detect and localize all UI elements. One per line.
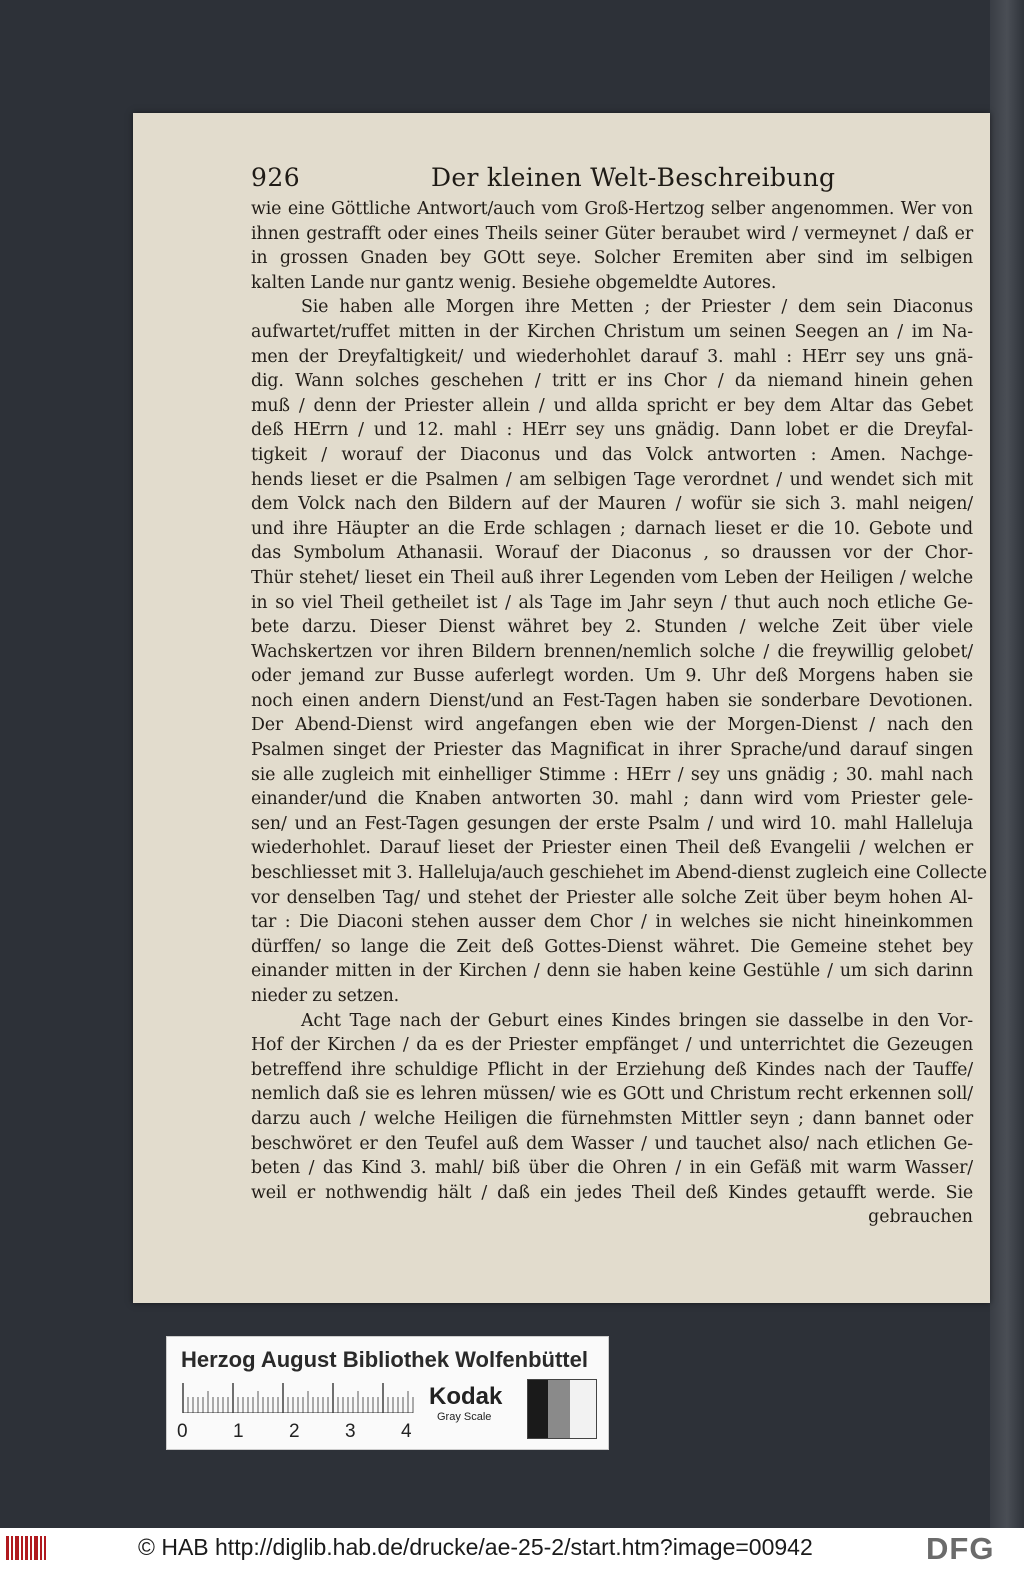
text-line: muß / denn der Priester allein / und allda spricht er bey dem Altar das Gebet	[251, 395, 973, 416]
text-line: Acht Tage nach der Geburt eines Kindes bringen sie dasselbe in den Vor-	[301, 1010, 973, 1031]
text-line: kalten Lande nur gantz wenig. Besiehe obgemeldte Autores.	[251, 272, 777, 293]
text-line: beschwöret er den Teufel auß dem Wasser / und tauchet also/ nach etlichen Ge-	[251, 1133, 973, 1154]
text-line: Psalmen singet der Priester das Magnificat in ihrer Sprache/und darauf singen	[251, 740, 973, 761]
page-number: 926	[251, 163, 301, 192]
text-line: noch einen andern Dienst/und an Fest-Tagen haben sie sonderbare Devotionen.	[251, 690, 973, 711]
body-text	[251, 197, 987, 1205]
text-line: beten / das Kind 3. mahl/ biß über die Ohren / in ein Gefäß mit warm Wasser/	[251, 1158, 973, 1179]
library-name: Herzog August Bibliothek Wolfenbüttel	[181, 1347, 588, 1372]
hab-barcode-icon	[4, 1532, 48, 1564]
text-line: aufwartet/ruffet mitten in der Kirchen Christum um seinen Seegen an / im Na-	[251, 321, 973, 342]
book-page	[133, 113, 990, 1303]
gray-patch-white	[570, 1380, 596, 1438]
text-line: einander mitten in der Kirchen / denn sie haben keine Gestühle / um sich darinn	[251, 961, 973, 982]
color-scale-card	[166, 1336, 609, 1450]
catchword: gebrauchen	[868, 1207, 973, 1228]
ruler-number: 1	[233, 1421, 244, 1442]
footer-credit: © HAB http://diglib.hab.de/drucke/ae-25-2/start.htm?image=00942	[138, 1534, 813, 1560]
text-line: ihnen gestrafft oder eines Theils seiner Güter beraubet wird / vermeynet / daß er	[251, 223, 973, 244]
text-line: wiederhohlet. Darauf lieset der Priester einen Theil deß Evangelii / welchen er	[251, 838, 973, 859]
gray-patch-black	[528, 1380, 548, 1438]
kodak-subtitle: Gray Scale	[437, 1411, 492, 1423]
scanner-backdrop-edge	[990, 0, 1024, 1582]
text-line: in so viel Theil getheilet ist / als Tage im Jahr seyn / thut auch noch etliche Ge-	[251, 592, 973, 613]
text-line: Der Abend-Dienst wird angefangen eben wie der Morgen-Dienst / nach den	[251, 715, 973, 736]
text-line: beschliesset mit 3. Halleluja/auch geschiehet im Abend-dienst zugleich eine Collecte	[251, 863, 987, 884]
text-line: Sie haben alle Morgen ihre Metten ; der Priester / dem sein Diaconus	[301, 297, 973, 318]
text-line: wie eine Göttliche Antwort/auch vom Groß-Hertzog selber angenommen. Wer von	[251, 199, 973, 219]
running-head	[251, 163, 973, 197]
text-line: deß HErrn / und 12. mahl : HErr sey uns gnädig. Dann lobet er die Dreyfal-	[251, 420, 973, 441]
page-text-block	[251, 163, 987, 1230]
kodak-logo: Kodak	[429, 1383, 503, 1410]
ruler-number: 0	[177, 1421, 188, 1442]
text-line: oder jemand zur Busse auferlegt worden. Um 9. Uhr deß Morgens haben sie	[251, 666, 973, 687]
ruler-number: 3	[345, 1421, 356, 1442]
text-line: Wachskertzen vor ihren Bildern brennen/nemlich solche / die freywillig gelobet/	[251, 641, 973, 662]
text-line: nieder zu setzen.	[251, 986, 400, 1006]
gray-patch-mid	[548, 1380, 570, 1438]
text-line: hends lieset er die Psalmen / am selbigen Tage verordnet / und wendet sich mit	[251, 469, 973, 490]
text-line: nemlich daß sie es lehren müssen/ wie es GOtt und Christum recht erkennen soll/	[251, 1084, 973, 1105]
text-line: dig. Wann solches geschehen / tritt er ins Chor / da niemand hinein gehen	[251, 371, 973, 392]
text-line: dem Volck nach den Bildern auf der Mauren / wofür sie sich 3. mahl neigen/	[251, 494, 973, 515]
text-line: in grossen Gnaden bey GOtt seye. Solcher Eremiten aber sind im selbigen	[251, 248, 973, 269]
text-line: und ihre Häupter an die Erde schlagen ; darnach lieset er die 10. Gebote und	[251, 518, 973, 539]
ruler-numbers	[177, 1421, 417, 1443]
text-line: bete darzu. Dieser Dienst währet bey 2. Stunden / welche Zeit über viele	[251, 617, 973, 638]
text-line: darzu auch / welche Heiligen die fürnehmsten Mittler seyn ; dann bannet oder	[251, 1108, 973, 1129]
text-line: men der Dreyfaltigkeit/ und wiederhohlet darauf 3. mahl : HErr sey uns gnä-	[251, 346, 973, 367]
text-line: das Symbolum Athanasii. Worauf der Diaconus , so draussen vor der Chor-	[251, 543, 973, 564]
dfg-logo: DFG	[926, 1531, 995, 1566]
text-line: Hof der Kirchen / da es der Priester empfänget / und unterrichtet die Gezeugen	[251, 1035, 973, 1056]
ruler-scale	[181, 1383, 417, 1413]
ruler-number: 4	[401, 1421, 412, 1442]
gray-scale-patches	[527, 1379, 597, 1439]
text-line: sie alle zugleich mit einhelliger Stimme : HErr / sey uns gnädig ; 30. mahl nach	[251, 764, 973, 785]
text-line: einander/und die Knaben antworten 30. mahl ; dann wird vom Priester gele-	[251, 789, 973, 810]
text-line: Thür stehet/ lieset ein Theil auß ihrer Legenden vom Leben der Heiligen / welche	[251, 567, 973, 588]
text-line: dürffen/ so lange die Zeit deß Gottes-Dienst währet. Die Gemeine stehet bey	[251, 936, 973, 957]
text-line: vor denselben Tag/ und stehet der Priester alle solche Zeit über beym hohen Al-	[251, 887, 973, 908]
text-line: weil er nothwendig hält / daß ein jedes Theil deß Kindes getaufft werde. Sie	[251, 1182, 973, 1203]
running-title: Der kleinen Welt-Beschreibung	[431, 163, 836, 192]
text-line: tigkeit / worauf der Diaconus und das Volck antworten : Amen. Nachge-	[251, 444, 973, 465]
ruler-number: 2	[289, 1421, 300, 1442]
text-line: tar : Die Diaconi stehen ausser dem Chor / in welches sie nicht hineinkommen	[251, 912, 973, 933]
text-line: betreffend ihre schuldige Pflicht in der Erziehung deß Kindes nach der Tauffe/	[251, 1059, 973, 1080]
text-line: sen/ und an Fest-Tagen gesungen der erste Psalm / und wird 10. mahl Halleluja	[251, 813, 973, 834]
